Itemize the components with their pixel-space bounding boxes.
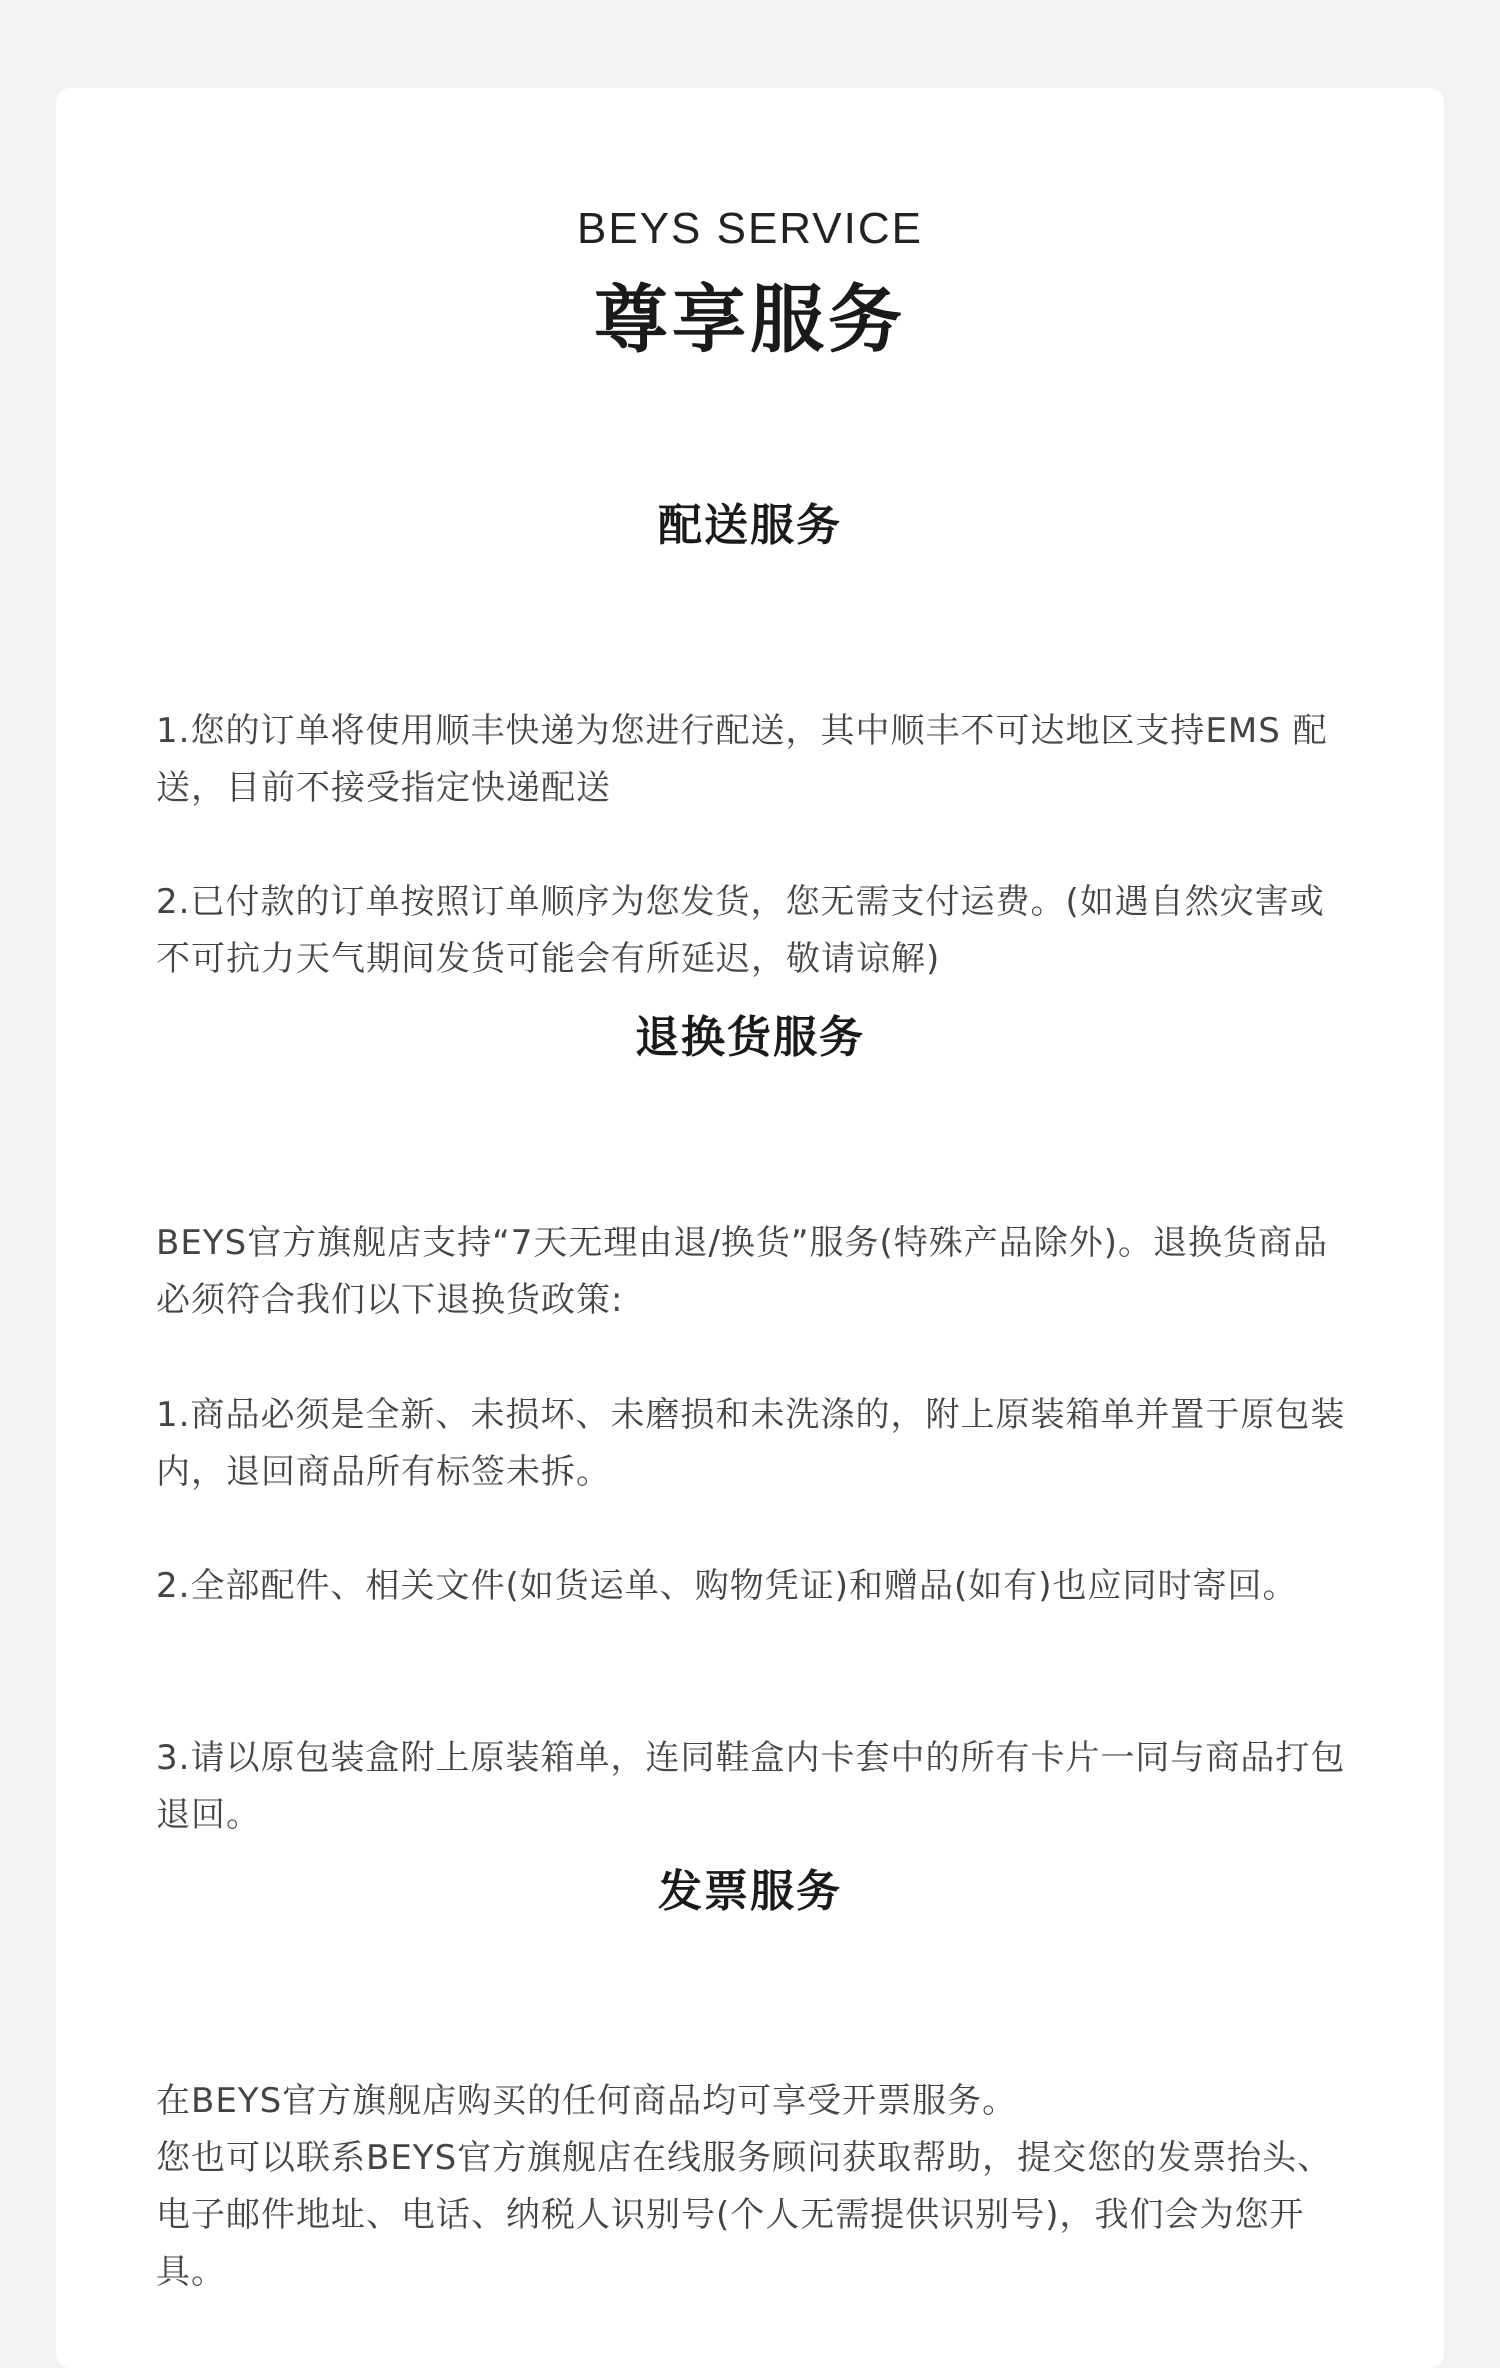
invoice-line-1: 在BEYS官方旗舰店购买的任何商品均可享受开票服务。 <box>156 2081 1018 2121</box>
page-title: 尊享服务 <box>594 277 906 363</box>
delivery-item-2: 2.已付款的订单按照订单顺序为您发货，您无需支付运费。(如遇自然灾害或不可抗力天气期间发货可能会有所延迟，敬请谅解) <box>156 882 1325 979</box>
returns-item-1: 1.商品必须是全新、未损坏、未磨损和未洗涤的，附上原装箱单并置于原包装内，退回商品所有标签未拆。 <box>156 1395 1346 1492</box>
returns-section-title: 退换货服务 <box>635 1012 865 1063</box>
returns-intro: BEYS官方旗舰店支持“7天无理由退/换货”服务(特殊产品除外)。退换货商品必须符合我们以下退换货政策: <box>156 1223 1329 1320</box>
delivery-item-1: 1.您的订单将使用顺丰快递为您进行配送，其中顺丰不可达地区支持EMS 配送，目前不接受指定快递配送 <box>156 711 1328 808</box>
invoice-section-title: 发票服务 <box>658 1866 842 1917</box>
returns-item-3: 3.请以原包装盒附上原装箱单，连同鞋盒内卡套中的所有卡片一同与商品打包退回。 <box>156 1738 1346 1835</box>
invoice-line-2: 您也可以联系BEYS官方旗舰店在线服务顾问获取帮助，提交您的发票抬头、电子邮件地址、电话、纳税人识别号(个人无需提供识别号)，我们会为您开具。 <box>156 2138 1333 2292</box>
returns-item-2: 2.全部配件、相关文件(如货运单、购物凭证)和赠品(如有)也应同时寄回。 <box>156 1566 1298 1606</box>
service-card <box>56 88 1444 2368</box>
delivery-section-title: 配送服务 <box>658 500 842 551</box>
brand-subtitle: BEYS SERVICE <box>577 204 923 253</box>
